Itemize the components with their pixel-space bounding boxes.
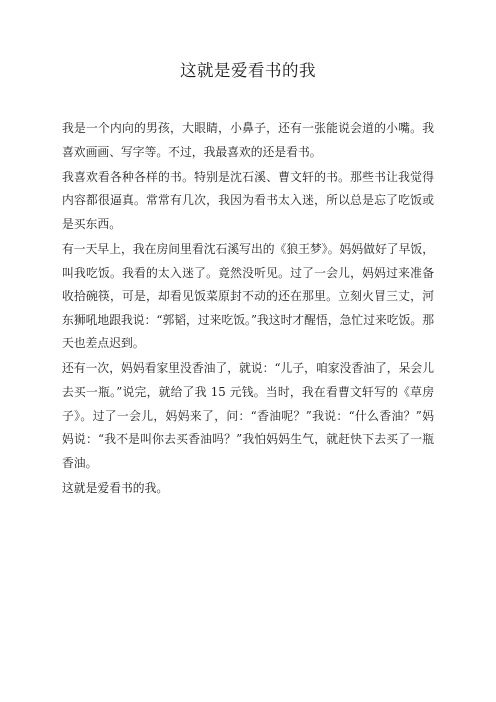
paragraph: 我是一个内向的男孩，大眼睛，小鼻子，还有一张能说会道的小嘴。我喜欢画画、写字等。不过，我最喜欢的还是看书。: [62, 121, 434, 159]
paragraph: 这就是爱看书的我。: [62, 480, 169, 495]
document-title: 这就是爱看书的我: [180, 61, 316, 80]
paragraph: 有一天早上，我在房间里看沈石溪写出的《狼王梦》。妈妈做好了早饭，叫我吃饭。我看的太入迷了。竟然没听见。过了一会儿，妈妈过来准备收拾碗筷，可是，却看见饭菜原封不动的还在那里。立刻火冒三丈，河东狮吼地跟我说：“郭韬，过来吃饭。”我这时才醒悟，急忙过来吃饭。那天也差点迟到。: [62, 241, 434, 351]
paragraph: 还有一次，妈妈看家里没香油了，就说：“儿子，咱家没香油了，呆会儿去买一瓶。”说完，就给了我 15 元钱。当时，我在看曹文轩写的《草房子》。过了一会儿，妈妈来了，问：“香油呢？”我说：“什么香油？”妈妈说：“我不是叫你去买香油吗？”我怕妈妈生气，就赶快下去买了一瓶香油。: [62, 361, 434, 470]
paragraph: 我喜欢看各种各样的书。特别是沈石溪、曹文轩的书。那些书让我觉得内容都很逼真。常常有几次，我因为看书太入迷，所以总是忘了吃饭或是买东西。: [62, 169, 434, 231]
document-body: [62, 117, 434, 502]
